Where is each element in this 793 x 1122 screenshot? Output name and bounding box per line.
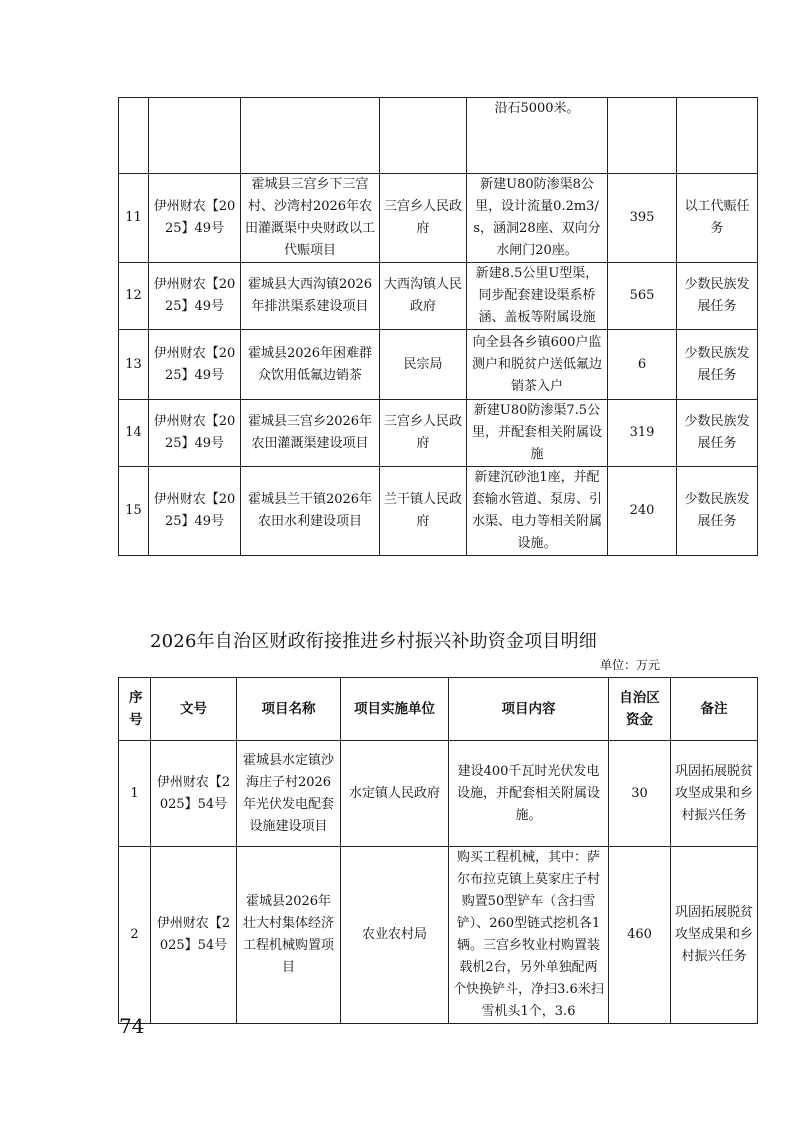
cell-name: 霍城县大西沟镇2026年排洪渠系建设项目 <box>241 263 380 330</box>
cell-no: 14 <box>119 400 149 467</box>
cell-doc: 伊州财农【2025】54号 <box>151 847 237 1024</box>
table-row <box>119 330 758 400</box>
cell-name: 霍城县2026年困难群众饮用低氟边销茶 <box>241 330 380 400</box>
cell-amount: 319 <box>608 400 677 467</box>
cell-doc: 伊州财农【2025】49号 <box>149 330 241 400</box>
cell-doc <box>149 98 241 174</box>
cell-unit <box>380 98 467 174</box>
cell-name: 霍城县水定镇沙海庄子村2026年光伏发电配套设施建设项目 <box>237 741 341 847</box>
cell-content: 新建8.5公里U型渠，同步配套建设渠系桥涵、盖板等附属设施 <box>467 263 608 330</box>
cell-content: 新建沉砂池1座，并配套输水管道、泵房、引水渠、电力等相关附属设施。 <box>467 467 608 556</box>
cell-unit: 民宗局 <box>380 330 467 400</box>
cell-content: 新建U80防渗渠8公里，设计流量0.2m3/s，涵洞28座、双向分水闸门20座。 <box>467 174 608 263</box>
cell-amount: 30 <box>609 741 671 847</box>
cell-doc: 伊州财农【2025】49号 <box>149 400 241 467</box>
cell-unit: 水定镇人民政府 <box>341 741 449 847</box>
cell-amount: 460 <box>609 847 671 1024</box>
cell-note: 少数民族发展任务 <box>677 400 758 467</box>
cell-doc: 伊州财农【2025】49号 <box>149 263 241 330</box>
cell-amount: 395 <box>608 174 677 263</box>
unit-label: 单位：万元 <box>600 658 661 672</box>
table-row <box>119 467 758 556</box>
cell-no: 13 <box>119 330 149 400</box>
cell-unit: 兰干镇人民政府 <box>380 467 467 556</box>
table-row <box>119 741 758 847</box>
cell-note: 巩固拓展脱贫攻坚成果和乡村振兴任务 <box>671 741 758 847</box>
cell-note: 少数民族发展任务 <box>677 263 758 330</box>
cell-note: 少数民族发展任务 <box>677 330 758 400</box>
cell-content: 建设400千瓦时光伏发电设施，并配套相关附属设施。 <box>449 741 609 847</box>
cell-amount: 565 <box>608 263 677 330</box>
cell-content: 购买工程机械，其中：萨尔布拉克镇上莫家庄子村购置50型铲车（含扫雪铲）、260型链式挖机各1辆。三宫乡牧业村购置装载机2台，另外单独配两个快换铲斗，净扫3.6米扫雪机头1个，3.6 <box>449 847 609 1024</box>
column-header: 序号 <box>119 678 151 741</box>
column-header: 文号 <box>151 678 237 741</box>
table-row <box>119 174 758 263</box>
column-header: 项目内容 <box>449 678 609 741</box>
project-table-continued <box>118 97 758 556</box>
cell-name: 霍城县兰干镇2026年农田水利建设项目 <box>241 467 380 556</box>
table-row <box>119 263 758 330</box>
cell-content: 沿石5000米。 <box>467 98 608 174</box>
cell-name <box>241 98 380 174</box>
column-header: 自治区资金 <box>609 678 671 741</box>
table-row <box>119 98 758 174</box>
cell-no: 11 <box>119 174 149 263</box>
cell-amount: 6 <box>608 330 677 400</box>
rural-revitalization-fund-table <box>118 677 758 1024</box>
column-header: 项目名称 <box>237 678 341 741</box>
cell-unit: 三宫乡人民政府 <box>380 174 467 263</box>
cell-note: 以工代赈任务 <box>677 174 758 263</box>
cell-no: 12 <box>119 263 149 330</box>
cell-note: 少数民族发展任务 <box>677 467 758 556</box>
cell-no: 2 <box>119 847 151 1024</box>
cell-unit: 三宫乡人民政府 <box>380 400 467 467</box>
table-row <box>119 847 758 1024</box>
cell-amount <box>608 98 677 174</box>
cell-unit: 农业农村局 <box>341 847 449 1024</box>
section-title: 2026年自治区财政衔接推进乡村振兴补助资金项目明细 <box>150 631 598 652</box>
cell-note: 巩固拓展脱贫攻坚成果和乡村振兴任务 <box>671 847 758 1024</box>
cell-no: 15 <box>119 467 149 556</box>
cell-unit: 大西沟镇人民政府 <box>380 263 467 330</box>
cell-content: 向全县各乡镇600户监测户和脱贫户送低氟边销茶入户 <box>467 330 608 400</box>
cell-amount: 240 <box>608 467 677 556</box>
cell-no: 1 <box>119 741 151 847</box>
column-header: 项目实施单位 <box>341 678 449 741</box>
cell-content: 新建U80防渗渠7.5公里，并配套相关附属设施 <box>467 400 608 467</box>
column-header: 备注 <box>671 678 758 741</box>
cell-name: 霍城县三宫乡2026年农田灌溉渠建设项目 <box>241 400 380 467</box>
cell-name: 霍城县三宫乡下三宫村、沙湾村2026年农田灌溉渠中央财政以工代赈项目 <box>241 174 380 263</box>
table-row <box>119 400 758 467</box>
cell-doc: 伊州财农【2025】49号 <box>149 174 241 263</box>
cell-name: 霍城县2026年壮大村集体经济工程机械购置项目 <box>237 847 341 1024</box>
cell-doc: 伊州财农【2025】49号 <box>149 467 241 556</box>
cell-note <box>677 98 758 174</box>
cell-no <box>119 98 149 174</box>
cell-doc: 伊州财农【2025】54号 <box>151 741 237 847</box>
page-number: 74 <box>119 1014 145 1038</box>
